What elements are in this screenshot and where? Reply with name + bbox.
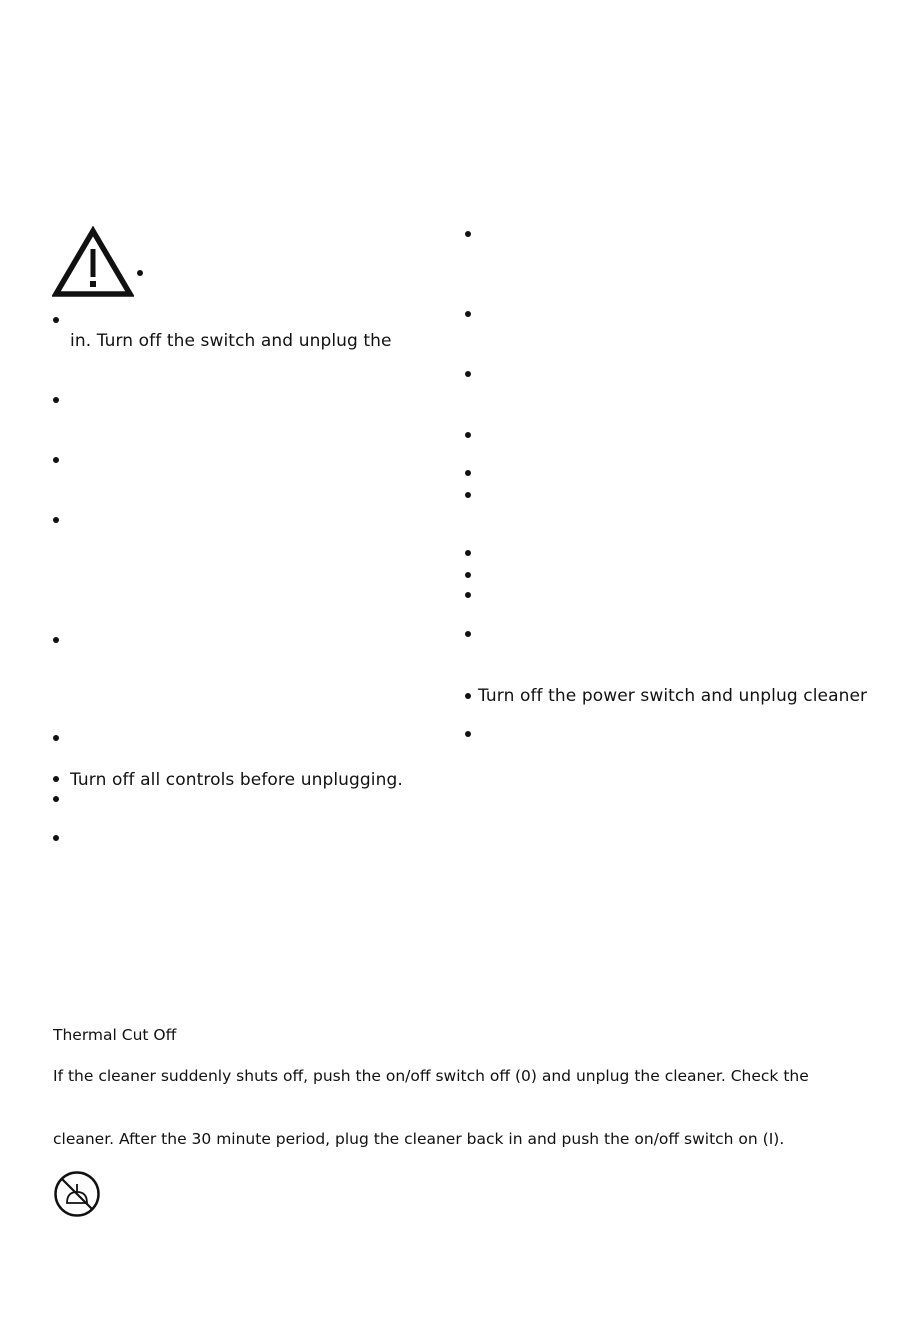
right-bullet-6: [465, 492, 471, 498]
left-bullet-4: [53, 517, 59, 523]
right-bullet-1: [465, 231, 471, 237]
right-bullet-12: [465, 731, 471, 737]
right-bullet-3: [465, 371, 471, 377]
left-bullet-9: [53, 835, 59, 841]
left-bullet-3: [53, 457, 59, 463]
right-bullet-7: [465, 550, 471, 556]
right-bullet-11: [465, 693, 471, 699]
warning-bullet: [137, 270, 143, 276]
right-bullet-8: [465, 572, 471, 578]
thermal-line-2: cleaner. After the 30 minute period, plug the cleaner back in and push the on/off switch on (I).: [53, 1130, 785, 1148]
right-bullet-5: [465, 470, 471, 476]
right-text-turn-off-power: Turn off the power switch and unplug cleaner: [478, 686, 868, 706]
thermal-heading: Thermal Cut Off: [53, 1026, 177, 1044]
no-iron-icon: [53, 1170, 101, 1218]
right-bullet-4: [465, 432, 471, 438]
right-bullet-9: [465, 592, 471, 598]
left-bullet-1: [53, 317, 59, 323]
left-text-in-turn-off: in. Turn off the switch and unplug the: [70, 331, 392, 351]
left-bullet-5: [53, 637, 59, 643]
warning-triangle-icon: [52, 226, 134, 298]
right-bullet-2: [465, 311, 471, 317]
thermal-line-1: If the cleaner suddenly shuts off, push the on/off switch off (0) and unplug the cleaner. Check the: [53, 1067, 809, 1085]
left-bullet-8: [53, 796, 59, 802]
left-bullet-6: [53, 735, 59, 741]
left-bullet-2: [53, 397, 59, 403]
left-text-turn-off-controls: Turn off all controls before unplugging.: [70, 770, 403, 790]
right-bullet-10: [465, 631, 471, 637]
left-bullet-7: [53, 776, 59, 782]
